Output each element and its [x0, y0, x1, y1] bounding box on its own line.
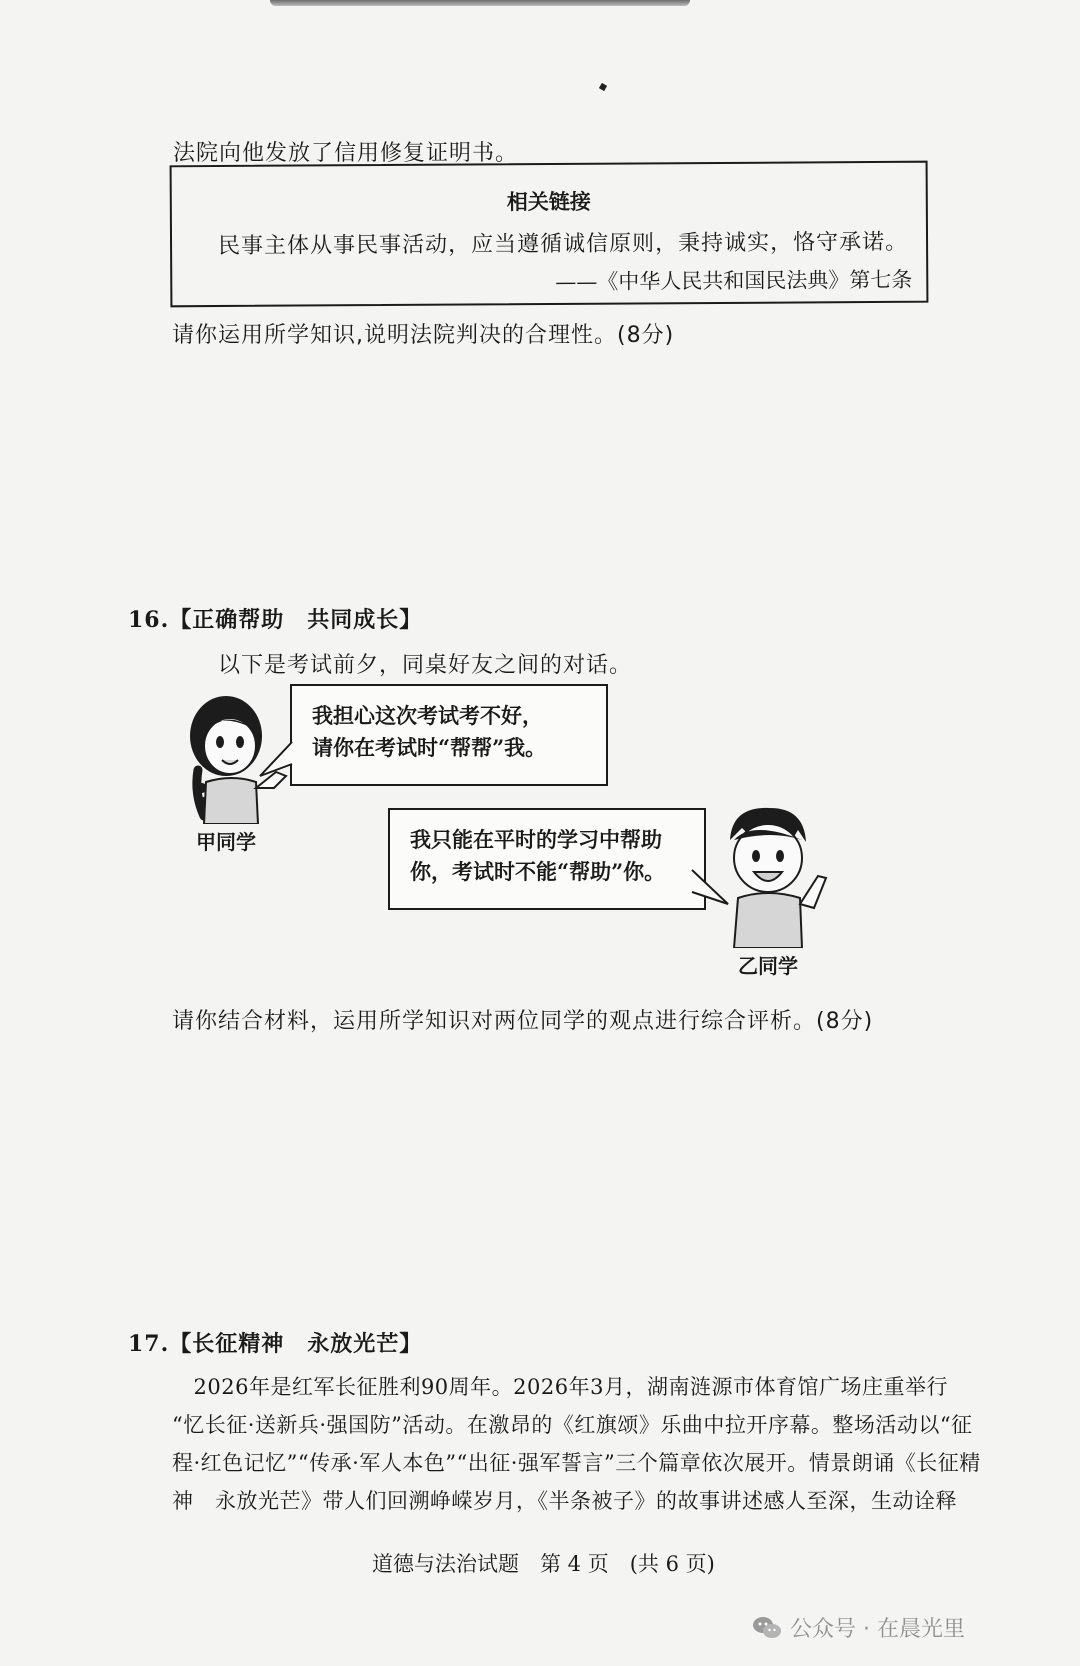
- q16-heading: [128, 603, 422, 634]
- student-a-bubble-tail: [258, 740, 294, 780]
- q16-intro: 以下是考试前夕，同桌好友之间的对话。: [218, 653, 633, 678]
- watermark: [752, 1612, 965, 1643]
- related-link-text: 民事主体从事民事活动，应当遵循诚信原则，秉持诚实，恪守承诺。: [217, 229, 909, 260]
- related-link-source: ——《中华人民共和国民法典》第七条: [555, 267, 913, 294]
- q15-question: 请你运用所学知识,说明法院判决的合理性。(8分): [172, 323, 675, 348]
- related-link-box: [170, 161, 929, 308]
- ink-speck: [599, 83, 607, 91]
- q17-line-4: 神 永放光芒》带人们回溯峥嵘岁月，《半条被子》的故事讲述感人至深，生动诠释: [172, 1489, 957, 1513]
- q15-material-tail: 法院向他发放了信用修复证明书。: [173, 141, 519, 166]
- related-link-title: 相关链接: [506, 188, 591, 215]
- student-b-bubble-tail: [690, 868, 730, 908]
- student-a-line-1: 我担心这次考试考不好，: [312, 703, 543, 728]
- watermark-text: 公众号 · 在晨光里: [790, 1617, 965, 1642]
- student-b-line-1: 我只能在平时的学习中帮助: [410, 827, 662, 852]
- q16-question: 请你结合材料，运用所学知识对两位同学的观点进行综合评析。(8分): [172, 1009, 874, 1034]
- q17-material: [172, 1368, 1012, 1520]
- student-a-line-2: 请你在考试时“帮帮”我。: [312, 735, 547, 760]
- student-a-speech-bubble: [290, 684, 608, 786]
- q17-title: 【长征精神 永放光芒】: [169, 1331, 423, 1357]
- q16-number: 16.: [128, 607, 170, 633]
- q17-number: 17.: [128, 1331, 170, 1357]
- q17-line-1: 2026年是红军长征胜利90周年。2026年3月，湖南涟源市体育馆广场庄重举行: [172, 1375, 948, 1399]
- student-b-speech-bubble: [388, 808, 706, 910]
- q17-line-3: 程·红色记忆”“传承·军人本色”“出征·强军誓言”三个篇章依次展开。情景朗诵《长征精: [172, 1451, 981, 1475]
- page-footer: 道德与法治试题 第 4 页 (共 6 页): [372, 1552, 715, 1576]
- student-b-line-2: 你，考试时不能“帮助”你。: [410, 859, 666, 884]
- q16-title: 【正确帮助 共同成长】: [169, 607, 423, 633]
- student-b-label: 乙同学: [738, 954, 798, 978]
- q17-heading: [128, 1327, 422, 1358]
- q17-line-2: “忆长征·送新兵·强国防”活动。在激昂的《红旗颂》乐曲中拉开序幕。整场活动以“征: [172, 1413, 973, 1437]
- top-edge-shadow: [270, 0, 690, 6]
- wechat-icon: [752, 1615, 782, 1641]
- student-a-label: 甲同学: [196, 830, 256, 854]
